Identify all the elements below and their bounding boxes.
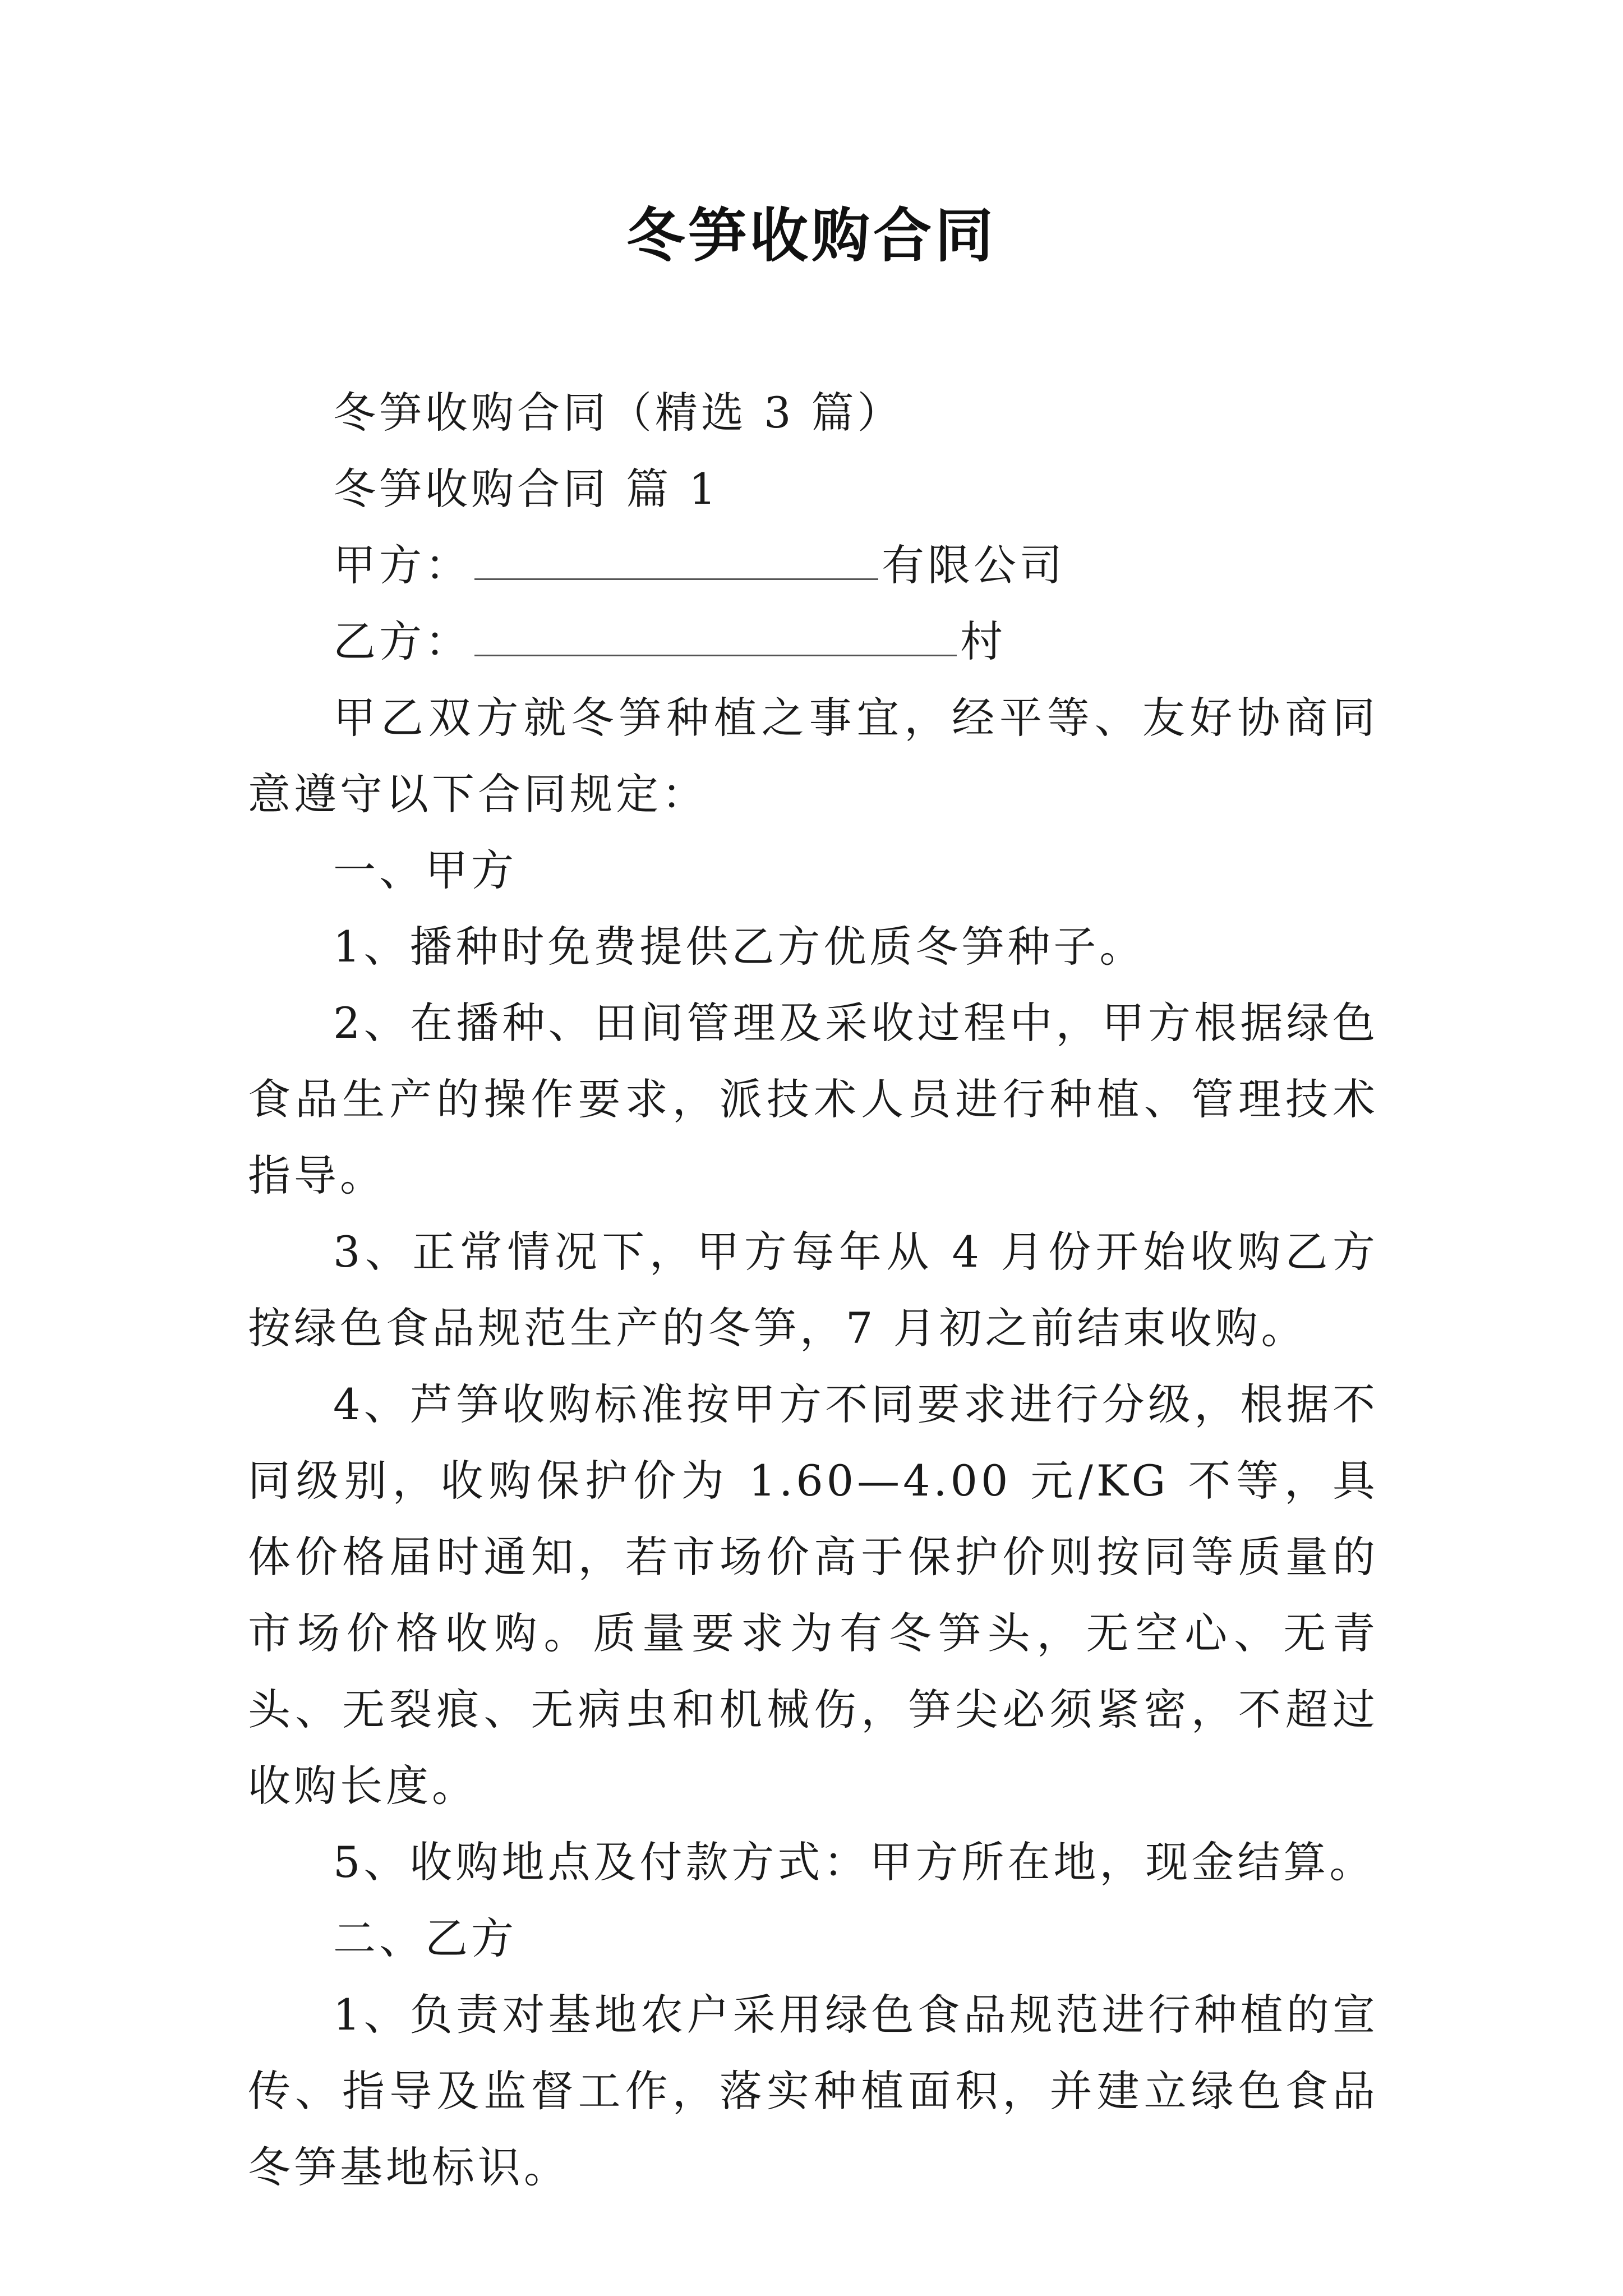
subtitle: 冬笋收购合同（精选 3 篇）: [333, 388, 903, 438]
party-b-suffix: 村: [960, 616, 1006, 666]
clause-a5: 5、收购地点及付款方式：甲方所在地，现金结算。: [333, 1837, 1376, 1887]
party-a-blank: [474, 539, 878, 580]
clause-a1: 1、播种时免费提供乙方优质冬笋种子。: [333, 922, 1146, 972]
party-a-suffix: 有限公司: [882, 540, 1066, 590]
clause-a2: 2、在播种、田间管理及采收过程中，甲方根据绿色食品生产的操作要求，派技术人员进行种植、管理技术指导。: [248, 998, 1378, 1200]
section-heading: 冬笋收购合同 篇 1: [333, 464, 720, 514]
document-title: 冬笋收购合同: [626, 201, 997, 270]
clause-a3: 3、正常情况下，甲方每年从 4 月份开始收购乙方按绿色食品规范生产的冬笋，7 月初之前结束收购。: [248, 1227, 1378, 1353]
clause-b1: 1、负责对基地农户采用绿色食品规范进行种植的宣传、指导及监督工作，落实种植面积，并建立绿色食品冬笋基地标识。: [248, 1990, 1378, 2192]
party-a-label: 甲方：: [333, 540, 471, 590]
heading-party-b: 二、乙方: [333, 1913, 517, 1963]
heading-party-a: 一、甲方: [333, 845, 517, 895]
party-a-line: [248, 527, 1378, 604]
document-body: [248, 375, 1378, 2206]
party-b-blank: [474, 615, 957, 656]
party-b-line: [248, 604, 1378, 680]
clause-a4: 4、芦笋收购标准按甲方不同要求进行分级，根据不同级别，收购保护价为 1.60—4.00 元/KG 不等，具体价格届时通知，若市场价高于保护价则按同等质量的市场价格收购。质量要求为有冬笋头，无空心、无青头、无裂痕、无病虫和机械伤，笋尖必须紧密，不超过收购长度。: [248, 1379, 1378, 1811]
party-b-label: 乙方：: [333, 616, 471, 666]
paragraph-intro: 甲乙双方就冬笋种植之事宜，经平等、友好协商同意遵守以下合同规定：: [248, 693, 1378, 819]
